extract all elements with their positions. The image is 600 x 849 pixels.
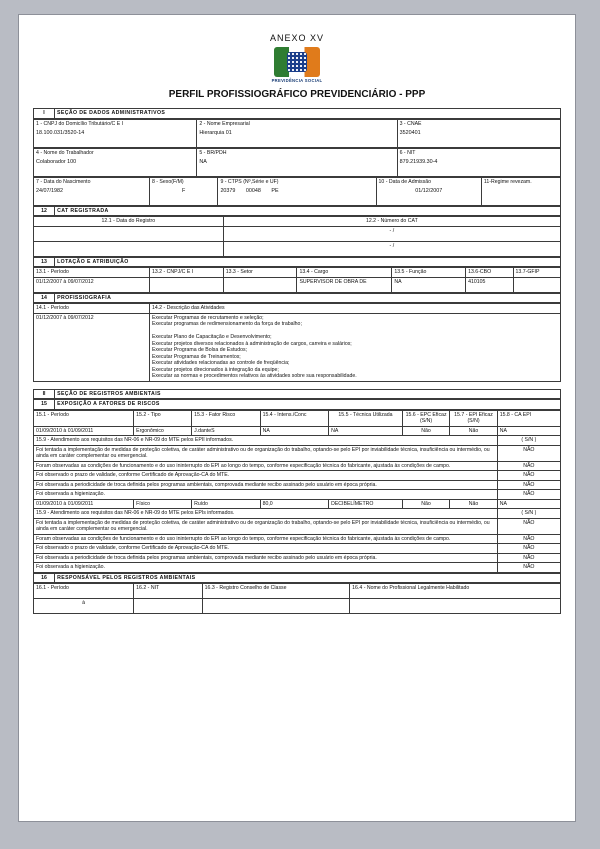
atividade-item: Executar projetos direcionados à integração da equipe;: [151, 366, 279, 373]
risk-table: [33, 410, 561, 573]
data-nascimento-value: 24/07/1982: [36, 188, 63, 194]
section-13-number: 13: [34, 257, 55, 267]
data-admissao-field: 10 - Data de Admissão 01/12/2007: [376, 177, 481, 205]
profissiografia-header-descricao: 14.2 - Descrição das Atividades: [149, 304, 560, 314]
sexo-value: F: [182, 188, 186, 194]
risk2-epi: Não: [450, 499, 497, 509]
section-15-number: 15: [34, 400, 55, 410]
risk1-question-value: ( S/N ): [497, 436, 560, 446]
atividade-item: Executar Plano de Capacitação e Desenvolvimento;: [151, 334, 272, 340]
profissiografia-atividades: [149, 313, 560, 381]
lotacao-cargo-value: SUPERVISOR DE OBRA DE: [297, 277, 392, 292]
table-row: [34, 499, 561, 509]
risk1-fator: J.danteS: [192, 426, 261, 436]
table-row: [34, 277, 561, 292]
cnpj-value: 18.100.031/3520-14: [36, 130, 85, 136]
section-16-number: 16: [34, 573, 55, 583]
risk1-epi: Não: [450, 426, 497, 436]
section-2-number: II: [34, 389, 55, 399]
cnpj-field: 1 - CNPJ do Domicílio Tributário/C E I 18.100.031/3520-14: [34, 119, 197, 147]
responsavel-header-nit: 16.2 - NIT: [134, 584, 203, 599]
table-row: [34, 599, 561, 614]
risk2-tipo: Físico: [134, 499, 192, 509]
section-1-number: I: [34, 109, 55, 119]
risk1-item-3-label: Foi observado o prazo de validade, conforme Certificado de Aprovação-CA do MTE.: [34, 471, 498, 481]
lotacao-gfip-value: [513, 277, 560, 292]
risk-header-fator: 15.3 - Fator Risco: [192, 410, 261, 426]
lotacao-funcao-value: NA: [392, 277, 466, 292]
risk2-ca-epi: NA: [497, 499, 560, 509]
risk2-item-3-label: Foi observado o prazo de validade, conforme Certificado de Aprovação-CA do MTE.: [34, 544, 498, 554]
risk2-question-label: 15.9 - Atendimento aos requisitos das NR-06 e NR-09 do MTE pelos EPIs informados.: [34, 509, 498, 519]
regime-revezamento-value: [484, 185, 558, 188]
risk2-item-5-label: Foi observada a higienização.: [34, 563, 498, 573]
section-15-title: EXPOSIÇÃO A FATORES DE RISCOS: [55, 400, 561, 410]
regime-revezamento-field: 11-Regime revezam.: [481, 177, 560, 205]
lotacao-header-setor: 13.3 - Setor: [223, 268, 297, 278]
responsavel-header-periodo: 16.1 - Período: [34, 584, 134, 599]
responsavel-registro-value: [202, 599, 350, 614]
atividade-item: Executar projetos diversos relacionados à administração de cargos, carreira e salários;: [151, 340, 352, 347]
section-14-title: PROFISSIOGRAFIA: [55, 293, 561, 303]
atividade-item: Executar Programas de recrutamento e seleção;: [151, 314, 264, 321]
risk-header-tecnica: 15.5 - Técnica Utilizada: [329, 410, 403, 426]
profissiografia-periodo-value: 01/12/2007 à 09/07/2012: [34, 313, 150, 381]
section-15-table: [33, 399, 561, 410]
lotacao-header-funcao: 13.5 - Função: [392, 268, 466, 278]
responsavel-header-nome: 16.4 - Nome do Profissional Legalmente Habilitado: [350, 584, 561, 599]
previdencia-social-logo: [33, 47, 561, 83]
atividade-item: Executar as normas e procedimentos relativos às atividades sobre sua responsabilidade.: [151, 373, 357, 379]
risk1-question-label: 15.9 - Atendimento aos requisitos das NR-06 e NR-09 do MTE pelos EPII informados.: [34, 436, 498, 446]
responsavel-nome-value: [350, 599, 561, 614]
risk1-item-2-value: NÃO: [497, 461, 560, 471]
brpdh-field: 5 - BR/PDH NA: [197, 148, 397, 176]
nome-empresarial-value: Hierarquia 01: [199, 130, 232, 136]
lotacao-header-cargo: 13.4 - Cargo: [297, 268, 392, 278]
risk2-item-3-value: NÃO: [497, 544, 560, 554]
risk2-item-4-value: NÃO: [497, 553, 560, 563]
cat-row2-data: [34, 241, 224, 256]
cnae-value: 3520401: [399, 130, 421, 136]
brpdh-value: NA: [199, 159, 207, 165]
risk2-item-2-value: NÃO: [497, 534, 560, 544]
risk1-tecnica: NA: [329, 426, 403, 436]
section-16-title: RESPONSÁVEL PELOS REGISTROS AMBIENTAIS: [55, 573, 561, 583]
risk-header-epi: 15.7 - EPI Eficaz (S/N): [450, 410, 497, 426]
cat-table: [33, 216, 561, 257]
risk2-item-1-value: NÃO: [497, 518, 560, 534]
cat-col-numero: 12.2 - Número do CAT: [223, 217, 560, 227]
logo-caption: PREVIDÊNCIA SOCIAL: [271, 78, 323, 83]
risk2-question-value: ( S/N ): [497, 509, 560, 519]
risk2-tecnica: DECIBELÍMETRO: [329, 499, 403, 509]
responsavel-periodo-value: à: [34, 599, 134, 614]
data-nascimento-field: 7 - Data do Nascimento 24/07/1982: [34, 177, 150, 205]
lotacao-header-cbo: 13.6-CBO: [466, 268, 513, 278]
anexo-title: ANEXO XV: [269, 33, 324, 43]
risk1-item-2-label: Foram observadas as condições de funcionamento e do uso ininterrupto do EPI ao longo do tempo, conforme especificação técnica do fabricante, ajustada às condições de campo.: [34, 461, 498, 471]
cnae-field: 3 - CNAE 3520401: [397, 119, 560, 147]
cat-row1-data: [34, 226, 224, 241]
risk-header-intensidade: 15.4 - Intens./Conc: [260, 410, 329, 426]
responsavel-header-registro: 16.3 - Registro Conselho de Classe: [202, 584, 350, 599]
logo-icon: [274, 47, 320, 77]
risk1-intensidade: NA: [260, 426, 329, 436]
birth-ctps-table: [33, 177, 561, 206]
nome-empresarial-field: 2 - Nome Empresarial Hierarquia 01: [197, 119, 397, 147]
ctps-field: 9 - CTPS (Nº,Série e UF) 20379 00048 PE: [218, 177, 376, 205]
risk2-fator: Ruído: [192, 499, 261, 509]
table-row: [34, 313, 561, 381]
worker-data-table: [33, 148, 561, 177]
risk2-item-2-label: Foram observadas as condições de funcionamento e do uso ininterrupto do EPI ao longo do tempo, conforme especificação técnica do fabricante, ajustada às condições de campo.: [34, 534, 498, 544]
responsavel-table: [33, 583, 561, 614]
lotacao-header-periodo: 13.1 - Período: [34, 268, 150, 278]
lotacao-cbo-value: 410105: [466, 277, 513, 292]
section-13-title: LOTAÇÃO E ATRIBUIÇÃO: [55, 257, 561, 267]
section-12-title: CAT REGISTRADA: [55, 206, 561, 216]
section-12-number: 12: [34, 206, 55, 216]
atividade-item: Executar Programa de Bolsa de Estudos;: [151, 347, 248, 353]
risk1-epc: Não: [402, 426, 449, 436]
risk1-tipo: Ergonômico: [134, 426, 192, 436]
risk1-item-4-value: NÃO: [497, 480, 560, 490]
risk2-intensidade: 80,0: [260, 499, 329, 509]
lotacao-periodo-value: 01/12/2007 à 09/07/2012: [34, 277, 150, 292]
section-13-table: [33, 257, 561, 268]
profissiografia-table: [33, 303, 561, 382]
lotacao-setor-value: [223, 277, 297, 292]
risk2-item-1-label: Foi tentada a implementação de medidas de proteção coletiva, de caráter administrativo ou de organização do trabalho, optando-se pelo EPI por inviabilidade técnica, insuficiência ou intermédio, ou ainda em caráter complementar ou emergencial.: [34, 518, 498, 534]
risk-header-tipo: 15.2 - Tipo: [134, 410, 192, 426]
cat-row2-numero: - /: [223, 241, 560, 256]
section-16-table: [33, 573, 561, 584]
table-row: [34, 426, 561, 436]
lotacao-header-cnpj: 13.2 - CNPJ/C E I: [149, 268, 223, 278]
risk2-epc: Não: [402, 499, 449, 509]
risk2-periodo: 01/09/2010 à 01/09/2011: [34, 499, 134, 509]
cat-col-data-registro: 12.1 - Data do Registro: [34, 217, 224, 227]
risk1-item-3-value: NÃO: [497, 471, 560, 481]
risk-header-periodo: 15.1 - Período: [34, 410, 134, 426]
page-title: PERFIL PROFISSIOGRÁFICO PREVIDENCIÁRIO - PPP: [168, 89, 426, 100]
section-2-table: [33, 389, 561, 400]
risk1-periodo: 01/09/2010 à 01/09/2011: [34, 426, 134, 436]
risk1-item-4-label: Foi observada a periodicidade de troca definida pelos programas ambientais, comprovada mediante recibo assinado pelo usuário em época própria.: [34, 480, 498, 490]
sexo-field: 8 - Sexo(F/M) F: [149, 177, 218, 205]
risk-header-epc: 15.6 - EPC Eficaz (S/N): [402, 410, 449, 426]
ctps-uf-value: PE: [271, 188, 279, 194]
risk1-ca-epi: NA: [497, 426, 560, 436]
lotacao-cnpj-value: [149, 277, 223, 292]
atividade-item: Executar Programas de Treinamentos;: [151, 353, 241, 360]
section-1-title: SEÇÃO DE DADOS ADMINISTRATIVOS: [55, 109, 561, 119]
ctps-numero-value: 20379: [220, 188, 236, 194]
ctps-serie-value: 00048: [245, 188, 261, 194]
nit-value: 879.21939.30-4: [399, 159, 438, 165]
section-12-table: [33, 206, 561, 217]
nome-trabalhador-value: Colaborador 100: [36, 159, 77, 165]
document-sheet: [18, 14, 576, 822]
lotacao-table: [33, 267, 561, 293]
data-admissao-value: 01/12/2007: [415, 188, 443, 194]
atividade-item: Executar atividades relacionadas ao controle de freqüência;: [151, 360, 290, 366]
nome-trabalhador-field: 4 - Nome do Trabalhador Colaborador 100: [34, 148, 197, 176]
atividade-item: Executar programas de redimensionamento da força de trabalho;: [151, 321, 302, 327]
section-14-table: [33, 293, 561, 304]
risk1-item-1-value: NÃO: [497, 445, 560, 461]
section-1-table: [33, 108, 561, 119]
risk1-item-5-value: NÃO: [497, 490, 560, 500]
risk1-item-5-label: Foi observada a higienização.: [34, 490, 498, 500]
responsavel-nit-value: [134, 599, 203, 614]
section-14-number: 14: [34, 293, 55, 303]
risk2-item-5-value: NÃO: [497, 563, 560, 573]
profissiografia-header-periodo: 14.1 - Período: [34, 304, 150, 314]
risk-header-ca-epi: 15.8 - CA EPI: [497, 410, 560, 426]
section-2-title: SEÇÃO DE REGISTROS AMBIENTAIS: [55, 389, 561, 399]
admin-data-table: [33, 119, 561, 148]
cat-row1-numero: - /: [223, 226, 560, 241]
risk1-item-1-label: Foi tentada a implementação de medidas de proteção coletiva, de caráter administrativo ou de organização do trabalho, optando-se pelo EPI por inviabilidade técnica, insuficiência ou intermédio, ou ainda em caráter complementar ou emergencial.: [34, 445, 498, 461]
risk2-item-4-label: Foi observada a periodicidade de troca definida pelos programas ambientais, comprovada mediante recibo assinado pelo usuário em época própria.: [34, 553, 498, 563]
nit-field: 6 - NIT 879.21939.30-4: [397, 148, 560, 176]
lotacao-header-gfip: 13.7-GFIP: [513, 268, 560, 278]
